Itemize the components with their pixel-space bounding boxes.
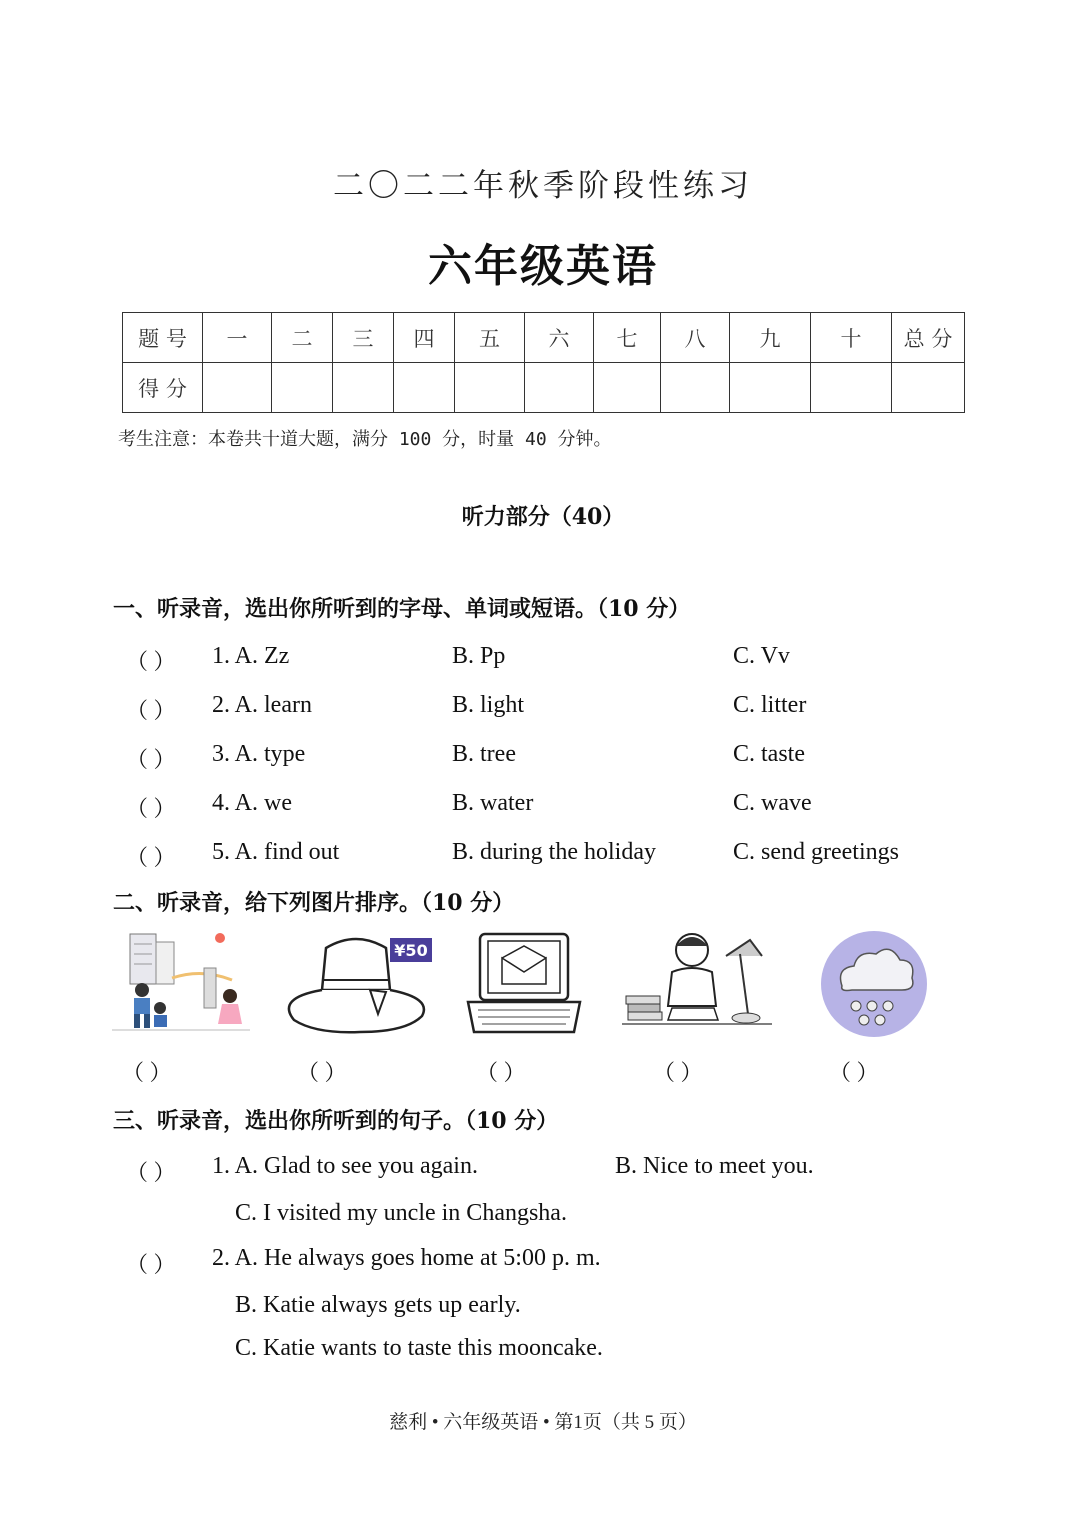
option-a: 4. A. we [212,790,292,816]
score-cell: 二 [272,313,333,363]
option-c: C. I visited my uncle in Changsha. [235,1200,567,1226]
score-entry-cell[interactable] [394,363,455,413]
option-a: 2. A. learn [212,692,312,718]
score-cell: 四 [394,313,455,363]
answer-blank[interactable]: （ ） [653,1060,703,1085]
option-a: 1. A. Zz [212,643,290,669]
option-c: C. send greetings [733,839,899,865]
price-tag: ¥50 [394,941,428,960]
score-entry-cell[interactable] [203,363,272,413]
option-b: B. tree [452,741,516,767]
option-b: B. water [452,790,534,816]
answer-blank[interactable]: （ ） [126,796,176,821]
option-a: 3. A. type [212,741,306,767]
score-table [122,312,965,413]
children-greeting-picture [112,928,250,1040]
score-row-label: 得 分 [123,363,203,413]
snow-weather-picture [818,928,930,1040]
score-entry-cell[interactable] [594,363,661,413]
score-entry-cell[interactable] [892,363,965,413]
answer-blank[interactable]: （ ） [126,649,176,674]
answer-blank[interactable]: （ ） [126,1252,176,1277]
answer-blank[interactable]: （ ） [122,1060,172,1085]
section1-heading: 一、听录音，选出你所听到的字母、单词或短语。（10 分） [113,596,691,622]
score-cell: 一 [203,313,272,363]
boy-studying-picture [622,928,772,1040]
score-cell: 总 分 [892,313,965,363]
score-entry-cell[interactable] [661,363,730,413]
option-a: 5. A. find out [212,839,340,865]
option-c: C. wave [733,790,812,816]
score-entry-cell[interactable] [333,363,394,413]
answer-blank[interactable]: （ ） [126,845,176,870]
section2-heading: 二、听录音，给下列图片排序。（10 分） [113,890,515,916]
score-cell: 九 [730,313,811,363]
score-entry-cell[interactable] [811,363,892,413]
score-entry-cell[interactable] [455,363,525,413]
page-footer: 慈利 • 六年级英语 • 第1页（共 5 页） [389,1412,697,1433]
option-c: C. litter [733,692,807,718]
score-cell: 六 [525,313,594,363]
answer-blank[interactable]: （ ） [126,747,176,772]
option-a: 2. A. He always goes home at 5:00 p. m. [212,1245,601,1271]
exam-title: 六年级英语 [428,241,658,292]
answer-blank[interactable]: （ ） [126,698,176,723]
answer-blank[interactable]: （ ） [476,1060,526,1085]
score-table-score-row [123,363,965,413]
score-cell: 八 [661,313,730,363]
exam-note: 考生注意：本卷共十道大题，满分 100 分，时量 40 分钟。 [118,429,612,450]
listening-part-header: 听力部分（40） [461,504,625,530]
option-b: B. Katie always gets up early. [235,1292,521,1318]
score-table-header-row [123,313,965,363]
score-cell: 题 号 [123,313,203,363]
option-c: C. taste [733,741,805,767]
score-cell: 十 [811,313,892,363]
option-a: 1. A. Glad to see you again. [212,1153,478,1179]
laptop-email-picture [464,928,584,1040]
score-cell: 三 [333,313,394,363]
score-entry-cell[interactable] [272,363,333,413]
section3-heading: 三、听录音，选出你所听到的句子。（10 分） [113,1108,559,1134]
score-cell: 七 [594,313,661,363]
exam-subtitle: 二〇二二年秋季阶段性练习 [333,168,753,204]
option-b: B. light [452,692,525,718]
answer-blank[interactable]: （ ） [297,1060,347,1085]
answer-blank[interactable]: （ ） [829,1060,879,1085]
option-b: B. Nice to meet you. [615,1153,814,1179]
answer-blank[interactable]: （ ） [126,1160,176,1185]
option-c: C. Vv [733,643,790,669]
score-cell: 五 [455,313,525,363]
option-c: C. Katie wants to taste this mooncake. [235,1335,603,1361]
score-entry-cell[interactable] [525,363,594,413]
option-b: B. Pp [452,643,506,669]
option-b: B. during the holiday [452,839,656,865]
hat-picture [286,928,434,1040]
score-entry-cell[interactable] [730,363,811,413]
